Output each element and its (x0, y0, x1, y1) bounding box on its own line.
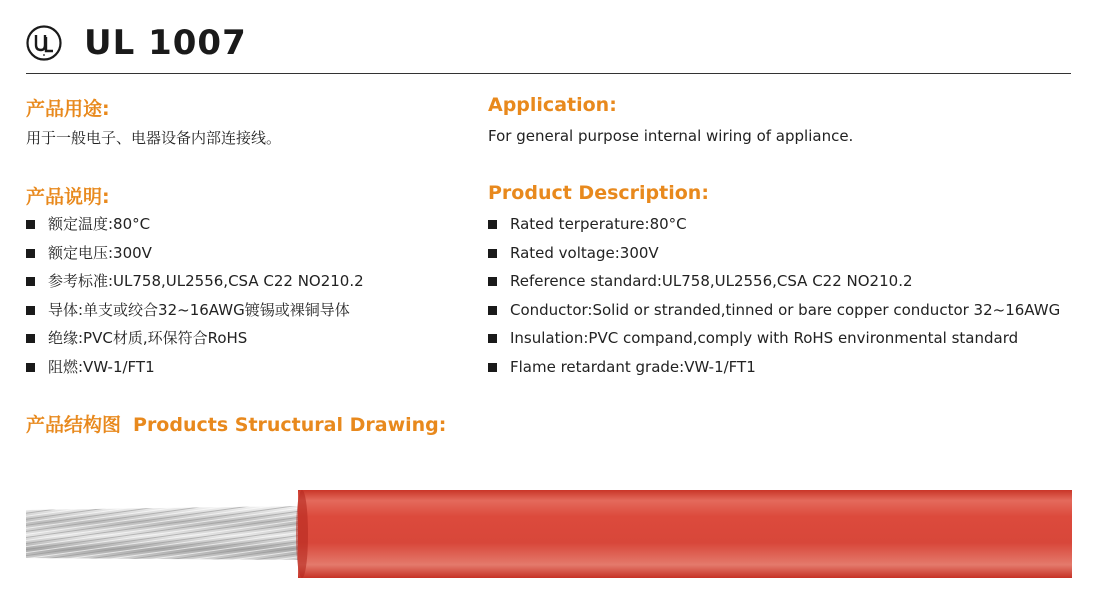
bullet-square-icon (488, 363, 497, 372)
application-heading-cn: 产品用途: (26, 98, 110, 120)
structure-heading (26, 410, 446, 437)
application-text-en: For general purpose internal wiring of appliance. (488, 127, 854, 145)
bullet-square-icon (488, 249, 497, 258)
description-item-en: Flame retardant grade:VW-1/FT1 (488, 353, 1060, 382)
structure-heading-en: Products Structural Drawing: (133, 414, 447, 436)
conductor-strands (26, 506, 302, 560)
bullet-square-icon (26, 220, 35, 229)
pvc-insulation (296, 490, 1072, 578)
ul-listed-mark-icon (26, 25, 62, 61)
bullet-square-icon (26, 334, 35, 343)
description-item-cn: 阻燃:VW-1/FT1 (26, 353, 364, 382)
page-title: UL 1007 (84, 23, 247, 63)
bullet-square-icon (26, 363, 35, 372)
description-list-cn (26, 210, 364, 382)
bullet-square-icon (26, 306, 35, 315)
structure-heading-cn: 产品结构图 (26, 414, 122, 436)
description-heading-en: Product Description: (488, 182, 709, 204)
bullet-square-icon (488, 306, 497, 315)
header-divider (26, 73, 1071, 74)
description-item-cn: 额定电压:300V (26, 239, 364, 268)
cable-structure-drawing (26, 488, 1072, 580)
header (26, 20, 247, 66)
description-item-cn: 绝缘:PVC材质,环保符合RoHS (26, 324, 364, 353)
bullet-square-icon (488, 334, 497, 343)
description-heading-cn: 产品说明: (26, 186, 110, 208)
description-item-en: Reference standard:UL758,UL2556,CSA C22 NO210.2 (488, 267, 1060, 296)
application-heading-en: Application: (488, 94, 617, 116)
description-item-en: Rated voltage:300V (488, 239, 1060, 268)
description-item-en: Insulation:PVC compand,comply with RoHS environmental standard (488, 324, 1060, 353)
bullet-square-icon (26, 249, 35, 258)
description-item-cn: 额定温度:80°C (26, 210, 364, 239)
description-item-en: Rated terperature:80°C (488, 210, 1060, 239)
bullet-square-icon (26, 277, 35, 286)
application-text-cn: 用于一般电子、电器设备内部连接线。 (26, 129, 282, 147)
description-item-cn: 参考标准:UL758,UL2556,CSA C22 NO210.2 (26, 267, 364, 296)
description-item-en: Conductor:Solid or stranded,tinned or bare copper conductor 32~16AWG (488, 296, 1060, 325)
bullet-square-icon (488, 277, 497, 286)
description-item-cn: 导体:单支或绞合32~16AWG镀锡或裸铜导体 (26, 296, 364, 325)
description-list-en (488, 210, 1060, 382)
bullet-square-icon (488, 220, 497, 229)
